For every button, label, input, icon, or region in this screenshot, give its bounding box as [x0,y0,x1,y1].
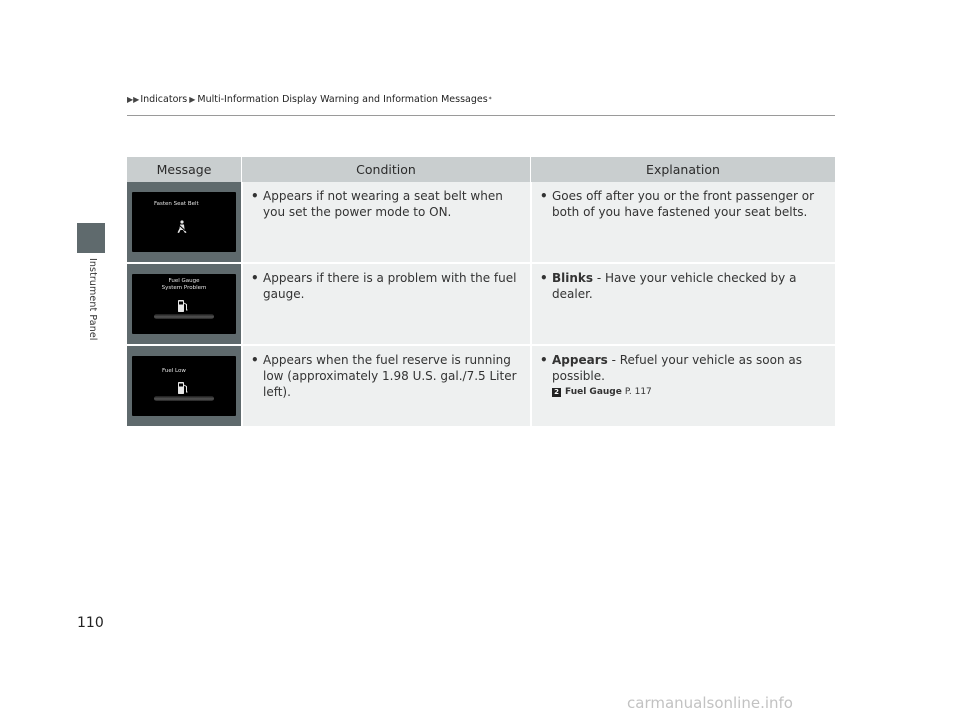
message-cell [127,346,241,426]
seatbelt-icon [176,220,188,234]
explanation-text: Goes off after you or the front passenger or both of you have fastened your seat belts. [552,189,815,219]
explanation-keyword: Appears [552,353,608,367]
screen-text: Fuel Gauge [168,278,200,284]
screen-text: System Problem [161,285,207,291]
display-screen [132,274,236,334]
condition-text: Appears if not wearing a seat belt when you set the power mode to ON. [263,189,503,219]
reference-arrow-icon: 2 [552,388,561,397]
condition-text: Appears if there is a problem with the fuel gauge. [263,271,517,301]
explanation-cell: • Appears - Refuel your vehicle as soon as possible. 2 Fuel Gauge P. 117 [532,346,835,426]
header-message: Message [156,162,212,177]
breadcrumb-item-indicators[interactable]: Indicators [140,94,188,105]
display-screen [132,356,236,416]
explanation-text: - Have your vehicle checked by a dealer. [552,271,797,301]
condition-text: Appears when the fuel reserve is running low (approximately 1.98 U.S. gal./7.5 Liter left). [263,353,517,399]
page-reference[interactable] [552,386,829,399]
header-rule [127,115,835,116]
explanation-cell: • Blinks - Have your vehicle checked by a dealer. [532,264,835,344]
condition-cell: • Appears if not wearing a seat belt when you set the power mode to ON. [243,182,530,262]
fuel-pump-icon [177,381,189,395]
breadcrumb [127,94,492,105]
watermark: carmanualsonline.info [627,694,793,712]
fuel-pump-icon [177,299,189,313]
section-tab [77,223,105,253]
breadcrumb-arrow-icon: ▶ [189,95,196,104]
table-row [127,182,835,262]
explanation-cell: • Goes off after you or the front passenger or both of you have fastened your seat belts. [532,182,835,262]
page-number: 110 [77,615,104,631]
screen-glow-bar [154,314,214,319]
table-row [127,264,835,344]
screen-glow-bar [154,396,214,401]
display-screen [132,192,236,252]
header-condition: Condition [241,157,530,182]
message-cell [127,182,241,262]
explanation-keyword: Blinks [552,271,594,285]
breadcrumb-marker: * [488,96,492,103]
screen-text: Fasten Seat Belt [154,201,199,207]
header-explanation: Explanation [530,157,835,182]
screen-text: Fuel Low [162,368,186,374]
explanation-text: - Refuel your vehicle as soon as possible. [552,353,802,383]
messages-table [127,157,835,426]
breadcrumb-item-current[interactable]: Multi-Information Display Warning and Information Messages [197,94,488,105]
condition-cell: • Appears if there is a problem with the fuel gauge. [243,264,530,344]
condition-cell: • Appears when the fuel reserve is running low (approximately 1.98 U.S. gal./7.5 Liter left). [243,346,530,426]
table-row [127,346,835,426]
breadcrumb-arrow-icon: ▶▶ [127,95,140,104]
message-cell [127,264,241,344]
reference-page[interactable]: P. 117 [624,387,652,397]
reference-title[interactable]: Fuel Gauge [565,387,622,397]
table-header [127,157,835,182]
section-label: Instrument Panel [87,258,98,341]
